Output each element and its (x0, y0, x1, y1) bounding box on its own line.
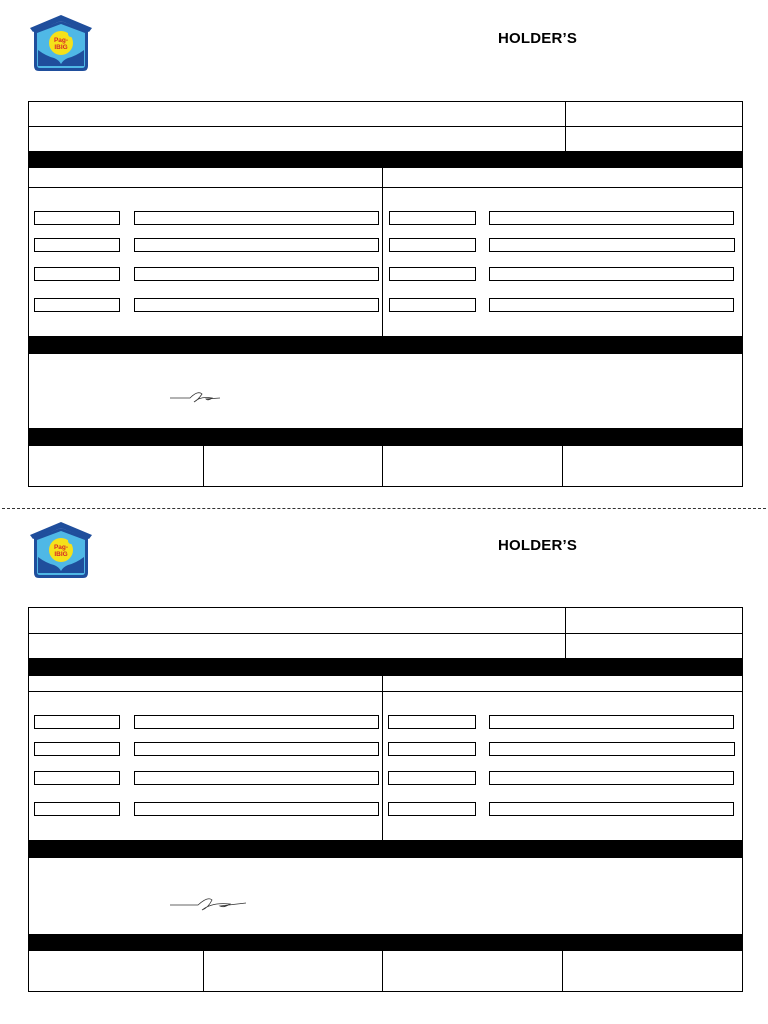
right-value-1[interactable] (489, 715, 734, 729)
logo-text-line2: IBIG (54, 551, 68, 558)
section-bar-1 (28, 658, 743, 676)
header-field-1[interactable] (28, 101, 566, 127)
header-field-2[interactable] (565, 101, 743, 127)
footer-cell-3[interactable] (382, 950, 563, 992)
left-value-4[interactable] (134, 802, 379, 816)
pag-ibig-logo-icon (28, 521, 94, 581)
column-divider (382, 167, 383, 337)
right-value-4[interactable] (489, 802, 734, 816)
column-divider (382, 675, 383, 841)
right-value-2[interactable] (489, 238, 735, 252)
left-value-1[interactable] (134, 715, 379, 729)
holders-copy-bottom (0, 507, 768, 1007)
right-label-2[interactable] (389, 238, 476, 252)
right-value-1[interactable] (489, 211, 734, 225)
section-bar-3 (28, 934, 743, 951)
logo-text-line1: Pag- (53, 37, 69, 44)
signature-icon (168, 894, 248, 914)
footer-cell-1[interactable] (28, 950, 204, 992)
column-header-divider (28, 691, 743, 692)
left-value-3[interactable] (134, 267, 379, 281)
right-value-4[interactable] (489, 298, 734, 312)
left-label-3[interactable] (34, 267, 120, 281)
page-title: HOLDER’S (498, 30, 578, 47)
left-label-1[interactable] (34, 715, 120, 729)
right-value-3[interactable] (489, 267, 734, 281)
details-section (28, 675, 743, 841)
left-value-2[interactable] (134, 238, 379, 252)
left-value-4[interactable] (134, 298, 379, 312)
left-label-4[interactable] (34, 298, 120, 312)
left-label-2[interactable] (34, 238, 120, 252)
footer-cell-4[interactable] (562, 445, 743, 487)
right-label-3[interactable] (388, 771, 476, 785)
column-header-divider (28, 187, 743, 188)
holders-form (28, 607, 743, 993)
right-label-2[interactable] (388, 742, 476, 756)
section-bar-3 (28, 428, 743, 446)
header-field-3[interactable] (28, 633, 566, 659)
left-value-3[interactable] (134, 771, 379, 785)
right-label-4[interactable] (388, 802, 476, 816)
header-field-4[interactable] (565, 633, 743, 659)
footer-cell-2[interactable] (203, 445, 383, 487)
right-value-2[interactable] (489, 742, 735, 756)
header-field-4[interactable] (565, 126, 743, 152)
signature-area[interactable] (28, 353, 743, 429)
signature-icon (168, 388, 224, 406)
pag-ibig-logo-icon (28, 14, 94, 74)
holders-copy-top (0, 0, 768, 500)
footer-cell-1[interactable] (28, 445, 204, 487)
left-value-1[interactable] (134, 211, 379, 225)
left-label-4[interactable] (34, 802, 120, 816)
logo-text-line2: IBIG (54, 44, 68, 51)
left-label-1[interactable] (34, 211, 120, 225)
left-value-2[interactable] (134, 742, 379, 756)
signature-area[interactable] (28, 857, 743, 935)
right-label-3[interactable] (389, 267, 476, 281)
section-bar-1 (28, 151, 743, 168)
left-label-3[interactable] (34, 771, 120, 785)
right-label-1[interactable] (388, 715, 476, 729)
footer-cell-2[interactable] (203, 950, 383, 992)
header-field-2[interactable] (565, 607, 743, 634)
right-value-3[interactable] (489, 771, 734, 785)
footer-cell-3[interactable] (382, 445, 563, 487)
right-label-1[interactable] (389, 211, 476, 225)
section-bar-2 (28, 840, 743, 858)
right-label-4[interactable] (389, 298, 476, 312)
header-field-1[interactable] (28, 607, 566, 634)
footer-cell-4[interactable] (562, 950, 743, 992)
logo-text-line1: Pag- (53, 544, 69, 551)
section-bar-2 (28, 336, 743, 354)
header-field-3[interactable] (28, 126, 566, 152)
page-title: HOLDER’S (498, 537, 578, 554)
holders-form (28, 101, 743, 487)
left-label-2[interactable] (34, 742, 120, 756)
